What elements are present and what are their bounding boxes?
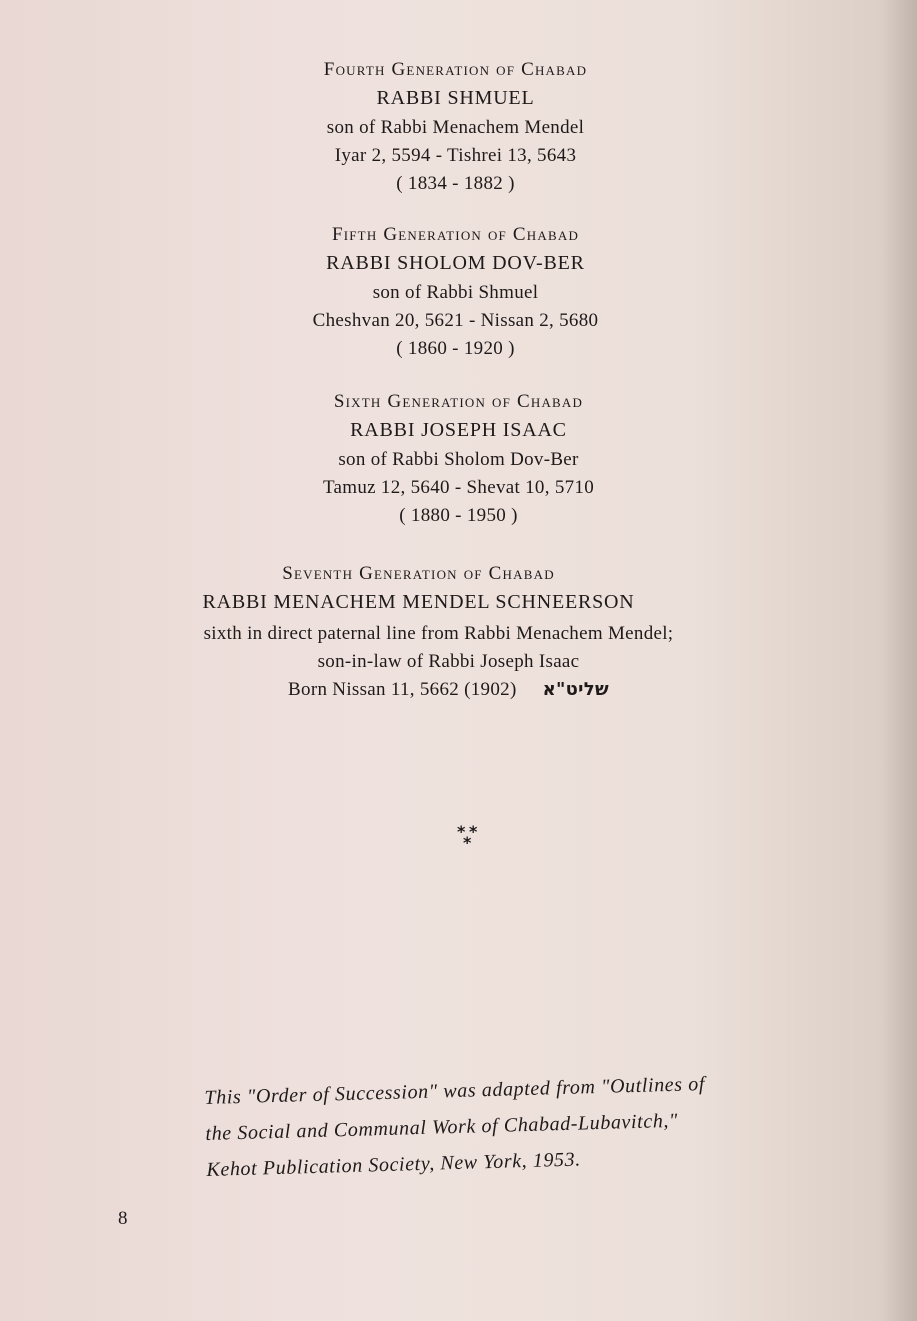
dates-line: Iyar 2, 5594 - Tishrei 13, 5643 [334, 145, 577, 166]
generation-heading: Seventh Generation of Chabad [282, 563, 555, 584]
birth-line [0, 676, 917, 704]
source-note [204, 1062, 847, 1188]
generation-block-seventh [0, 562, 917, 704]
generation-heading: Sixth Generation of Chabad [333, 391, 584, 412]
years-line: ( 1834 - 1882 ) [396, 173, 515, 194]
page-number: 8 [118, 1208, 128, 1229]
generation-block-sixth [0, 390, 917, 530]
rabbi-name: RABBI JOSEPH ISAAC [350, 419, 567, 441]
note-line-2: the Social and Communal Work of Chabad-Lubavitch," [205, 1109, 679, 1145]
note-line-1: This "Order of Succession" was adapted from "Outlines of [204, 1073, 706, 1109]
hebrew-honorific: שליט"א [542, 679, 609, 700]
generation-block-fifth [0, 223, 914, 363]
lineage-line: son of Rabbi Shmuel [372, 282, 539, 303]
dates-line: Cheshvan 20, 5621 - Nissan 2, 5680 [312, 310, 599, 331]
years-line: ( 1880 - 1950 ) [399, 505, 518, 526]
relation-line: son-in-law of Rabbi Joseph Isaac [317, 651, 580, 672]
rabbi-name: RABBI SHMUEL [376, 87, 535, 109]
rabbi-name: RABBI MENACHEM MENDEL SCHNEERSON [202, 591, 635, 613]
note-line-3: Kehot Publication Society, New York, 1953. [206, 1148, 582, 1181]
rabbi-name: RABBI SHOLOM DOV-BER [326, 252, 585, 274]
years-line: ( 1860 - 1920 ) [396, 338, 515, 359]
lineage-line: son of Rabbi Sholom Dov-Ber [338, 449, 579, 470]
lineage-line: son of Rabbi Menachem Mendel [326, 117, 585, 138]
asterism-ornament: * * * [457, 822, 478, 852]
generation-heading: Fourth Generation of Chabad [323, 59, 588, 80]
birth-date: Born Nissan 11, 5662 (1902) [288, 679, 517, 700]
lineage-line: sixth in direct paternal line from Rabbi Menachem Mendel; [203, 623, 674, 644]
generation-heading: Fifth Generation of Chabad [331, 224, 580, 245]
generation-block-fourth [0, 58, 914, 198]
dates-line: Tamuz 12, 5640 - Shevat 10, 5710 [322, 477, 595, 498]
